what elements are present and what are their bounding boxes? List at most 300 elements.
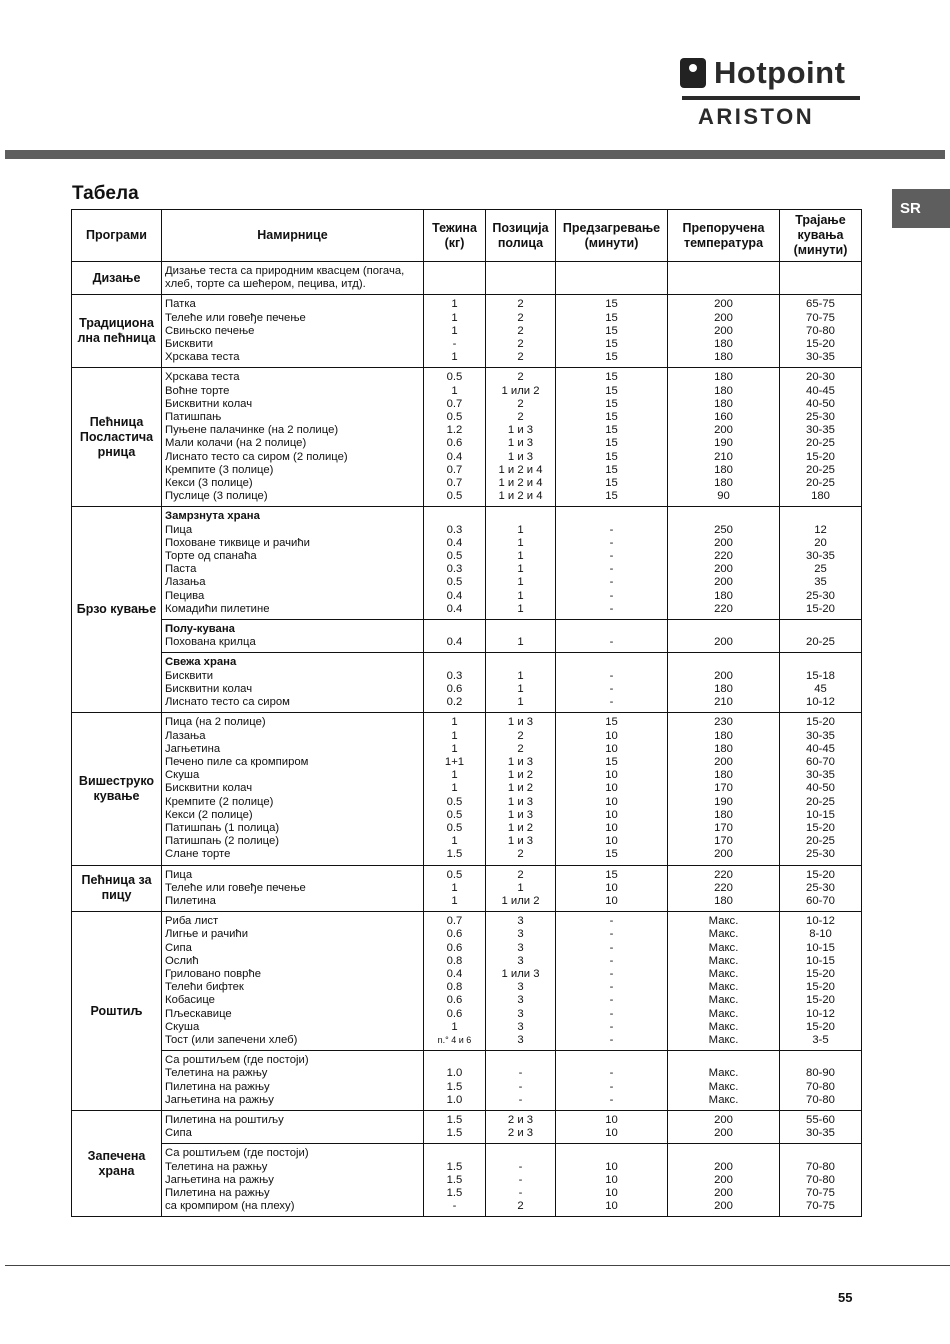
cell-value: 10 [605,729,618,742]
cell-value: 20-25 [806,477,835,490]
cell-value: 1.5 [446,1173,463,1186]
cell-value: - [452,338,457,351]
cell-value: 0.6 [446,682,463,695]
food-cell [162,1144,424,1217]
food-item: Слане торте [165,848,231,861]
shelf-cell [486,865,556,912]
spacer [780,623,861,636]
cell-value: 0.4 [446,589,463,602]
cell-value: 250 [714,523,733,536]
cell-value: 30-35 [806,729,835,742]
cell-value: - [609,1080,614,1093]
cell-value: 25-30 [806,881,835,894]
weight-cell [424,912,486,1051]
food-item: Патишпањ (2 полице) [165,835,280,848]
food-item: Лигње и рачићи [165,928,249,941]
food-item: Мали колачи (на 2 полице) [165,437,307,450]
shelf-cell [486,1110,556,1143]
cell-value: 30-35 [806,1127,835,1140]
food-item: Ослић [165,954,199,967]
cell-value: - [609,576,614,589]
food-item: Патишпањ [165,411,222,424]
cell-value: 1.5 [446,1127,463,1140]
cell-value: 1 [451,324,458,337]
cell-value: 10 [605,782,618,795]
food-item: Лазања [165,729,206,742]
food-item: Паста [165,563,197,576]
cell-value: 65-75 [806,298,835,311]
food-item: Печено пиле са кромпиром [165,755,309,768]
cell-value: Макс. [708,954,739,967]
cell-value: - [518,1186,523,1199]
food-item: Сипа [165,941,192,954]
cell-value: 1 и 3 [507,424,534,437]
cell-value: 2 [517,371,524,384]
spacer [668,656,779,669]
food-item: Јагњетина на ражњу [165,1093,274,1106]
cell-value: 40-50 [806,782,835,795]
cell-value: 3 [517,994,524,1007]
cell-value: - [609,536,614,549]
cell-value: 200 [714,1127,733,1140]
food-cell [162,713,424,865]
cell-value: 1.0 [446,1093,463,1106]
time-cell [780,1051,862,1111]
cell-value: 1 [517,550,524,563]
temperature-cell [668,713,780,865]
cell-value: 70-80 [806,1080,835,1093]
cell-value: 200 [714,1113,733,1126]
cell-value: 1 [517,563,524,576]
spacer [424,510,485,523]
cell-value: 15 [605,716,618,729]
shelf-cell [486,295,556,368]
cell-value: 0.5 [446,868,463,881]
spacer [486,656,555,669]
program-name: Вишеструко кување [72,713,162,865]
food-item: Телеће или говеђе печење [165,881,306,894]
time-cell [780,368,862,507]
food-subheader: Полу-кувана [165,623,235,636]
food-item: Телеће или говеђе печење [165,311,306,324]
temperature-cell [668,865,780,912]
cell-value: 15-20 [806,981,835,994]
cell-value: 80-90 [806,1067,835,1080]
cell-value: 1 [517,523,524,536]
cell-value: 1.5 [446,848,463,861]
cell-value: 10 [605,821,618,834]
cell-value: 40-45 [806,742,835,755]
cell-value: 180 [714,589,733,602]
cell-value: Макс. [708,994,739,1007]
cell-value: 2 [517,1200,524,1213]
cell-value: 200 [714,1186,733,1199]
cell-value: 40-45 [806,384,835,397]
preheat-cell [556,620,668,653]
food-cell [162,262,424,295]
cell-value: 200 [714,563,733,576]
preheat-cell [556,295,668,368]
header-shelf: Позиција полица [486,210,556,262]
cell-value: - [609,550,614,563]
time-cell [780,295,862,368]
cell-value: 2 [517,742,524,755]
cell-value: 20-30 [806,371,835,384]
cell-value [486,1054,555,1067]
cell-value: 180 [714,769,733,782]
food-cell [162,912,424,1051]
cell-value: 1.0 [446,1067,463,1080]
cell-value: 3 [517,941,524,954]
program-name: Брзо кување [72,507,162,713]
cell-value: 1 [451,311,458,324]
cell-value: 2 [517,729,524,742]
food-item: Кекси (3 полице) [165,477,253,490]
cell-value: 25-30 [806,411,835,424]
brand-subname: ARISTON [698,104,815,129]
cell-value: 0.5 [446,821,463,834]
shelf-cell [486,1051,556,1111]
cell-value: 220 [714,550,733,563]
cell-value: 15 [605,338,618,351]
food-item: Патка [165,298,196,311]
cell-value: 180 [714,894,733,907]
cell-value: 0.6 [446,437,463,450]
cell-value: 0.5 [446,576,463,589]
cell-value: 70-80 [806,1160,835,1173]
cell-value [668,1147,779,1160]
cell-value: 70-75 [806,1200,835,1213]
cell-value: 15 [605,755,618,768]
cell-value: 15-20 [806,967,835,980]
cell-value: 210 [714,450,733,463]
program-name: Роштиљ [72,912,162,1111]
header-weight: Тежина (кг) [424,210,486,262]
cell-value: - [609,696,614,709]
cell-value: 200 [714,636,733,649]
cell-value: 60-70 [806,894,835,907]
cell-value: 180 [714,338,733,351]
cell-value: 180 [714,397,733,410]
cell-value: 1 [517,881,524,894]
cell-value: 0.6 [446,1007,463,1020]
cell-value: 1 или 2 [501,384,540,397]
cell-value: 15-20 [806,450,835,463]
cell-value: 10 [605,1200,618,1213]
shelf-cell [486,368,556,507]
food-item: Торте од спанаћа [165,550,257,563]
cell-value: - [609,1020,614,1033]
preheat-cell [556,1051,668,1111]
cell-value: 1 или 3 [501,967,540,980]
cell-value: Макс. [708,928,739,941]
food-item: Телетина на ражњу [165,1067,268,1080]
cell-value: 55-60 [806,1113,835,1126]
cell-value: 1.5 [446,1186,463,1199]
spacer [780,510,861,523]
cell-value: 200 [714,298,733,311]
cell-value: 15 [605,463,618,476]
table-row [72,1110,862,1143]
cell-value: 0.2 [446,696,463,709]
cell-value: 2 [517,338,524,351]
cell-value: 10-12 [806,1007,835,1020]
time-cell [780,1144,862,1217]
cell-value: 15 [605,397,618,410]
food-item: Пуњене палачинке (на 2 полице) [165,424,339,437]
table-row [72,368,862,507]
cell-value: 2 [517,848,524,861]
cell-value: 1 [517,576,524,589]
cell-value: - [609,981,614,994]
weight-cell [424,865,486,912]
cell-value [424,1054,485,1067]
time-cell [780,912,862,1051]
cell-value: 10 [605,769,618,782]
cell-value: 25-30 [806,589,835,602]
header-program: Програми [72,210,162,262]
cell-value: 210 [714,696,733,709]
cell-value: 15 [605,424,618,437]
food-item: Похована крилца [165,636,256,649]
program-name: Традициона лна пећница [72,295,162,368]
cell-value: 1 и 3 [507,437,534,450]
cell-value: 45 [814,682,827,695]
food-item: Кобасице [165,994,215,1007]
weight-cell [424,620,486,653]
cell-value: 15-18 [806,669,835,682]
cell-value: 60-70 [806,755,835,768]
food-item: Пљескавице [165,1007,232,1020]
food-item: Свињско печење [165,324,255,337]
preheat-cell [556,1110,668,1143]
cell-value: 10-15 [806,954,835,967]
cell-value: 0.4 [446,967,463,980]
food-item: Бисквитни колач [165,397,253,410]
cell-value: 1.5 [446,1113,463,1126]
cell-value: 160 [714,411,733,424]
time-cell [780,507,862,620]
cell-value: 90 [717,490,730,503]
food-cell [162,1051,424,1111]
cell-value: 10-15 [806,808,835,821]
food-item: Бисквити [165,669,214,682]
cell-value: 1 и 3 [507,795,534,808]
food-item: Грилoвано поврће [165,967,262,980]
table-header-row [72,210,862,262]
cell-value: 10 [605,1160,618,1173]
weight-cell [424,368,486,507]
cell-value: 3-5 [812,1033,829,1046]
program-name: Пећница Посластича рница [72,368,162,507]
cell-value: 200 [714,324,733,337]
cell-value: 1 [451,742,458,755]
shelf-cell [486,1144,556,1217]
temperature-cell [668,1144,780,1217]
cell-value: 70-80 [806,1173,835,1186]
cell-value: 2 [517,411,524,424]
cell-value: 180 [714,682,733,695]
cell-value: - [452,1200,457,1213]
header-temperature: Препоручена температура [668,210,780,262]
food-item: Сипа [165,1127,192,1140]
shelf-cell [486,653,556,713]
cell-value: 10-15 [806,941,835,954]
program-name: Дизање [72,262,162,295]
header-food: Намирнице [162,210,424,262]
temperature-cell [668,653,780,713]
cell-value: 1 [451,729,458,742]
cell-value: 0.5 [446,490,463,503]
cell-value: 0.5 [446,550,463,563]
temperature-cell [668,262,780,295]
food-item: Бисквити [165,338,214,351]
cell-value: - [609,928,614,941]
weight-cell [424,507,486,620]
cell-value: 200 [714,536,733,549]
food-item: Пица [165,868,193,881]
cell-value: 180 [714,371,733,384]
cell-value: 3 [517,954,524,967]
food-item: Кремпите (2 полице) [165,795,274,808]
food-item: Лиснато тесто са сиром [165,696,290,709]
food-cell [162,368,424,507]
preheat-cell [556,653,668,713]
cell-value: - [609,682,614,695]
cell-value: 180 [714,384,733,397]
cell-value: - [609,636,614,649]
cell-value: 40-50 [806,397,835,410]
cell-value: - [609,563,614,576]
cell-value: 15-20 [806,716,835,729]
food-item: Поховане тиквице и рачићи [165,536,310,549]
cell-value: 200 [714,1200,733,1213]
weight-cell [424,1051,486,1111]
cell-value: n.° 4 и 6 [437,1034,472,1045]
cell-value: 200 [714,755,733,768]
cell-value [668,1054,779,1067]
spacer [424,623,485,636]
temperature-cell [668,1110,780,1143]
preheat-cell [556,865,668,912]
cell-value: 10 [605,835,618,848]
food-item: Бисквитни колач [165,782,253,795]
cell-value: 70-80 [806,324,835,337]
cell-value [556,1147,667,1160]
cell-value: 1 и 3 [507,808,534,821]
cell-value: 200 [714,1160,733,1173]
food-item: Пецива [165,589,205,602]
cell-value: 20-25 [806,636,835,649]
cell-value: 0.7 [446,477,463,490]
cell-value: 25 [814,563,827,576]
cell-value: 1 и 2 [507,821,534,834]
cell-value: 1 [451,881,458,894]
cell-value: Макс. [708,915,739,928]
cell-value: - [518,1173,523,1186]
cell-value: 0.7 [446,915,463,928]
cell-value: 0.4 [446,450,463,463]
preheat-cell [556,368,668,507]
food-item: Лазања [165,576,206,589]
cell-value [424,1147,485,1160]
cell-value: 170 [714,821,733,834]
table-row [72,620,862,653]
cell-value: 1 и 2 [507,769,534,782]
cell-value: 15 [605,384,618,397]
food-item: Кекси (2 полице) [165,808,253,821]
weight-cell [424,713,486,865]
cell-value: 1.2 [446,424,463,437]
cell-value: - [609,994,614,1007]
cell-value [556,1054,667,1067]
cell-value: 15-20 [806,338,835,351]
preheat-cell [556,912,668,1051]
cell-value: 200 [714,576,733,589]
cell-value: 1 и 3 [507,835,534,848]
cell-value: 70-75 [806,311,835,324]
temperature-cell [668,1051,780,1111]
food-item: Патишпањ (1 полица) [165,821,280,834]
cell-value: 10 [605,808,618,821]
cell-value: 190 [714,437,733,450]
cell-value: 10 [605,1113,618,1126]
brand-mark-icon [680,58,706,88]
weight-cell [424,1110,486,1143]
table-row [72,295,862,368]
food-item: Хрскава теста [165,351,240,364]
cell-value: 1 [517,602,524,615]
cell-value: 3 [517,915,524,928]
cell-value: 15 [605,477,618,490]
food-item: Телетина на ражњу [165,1160,268,1173]
cell-value: - [609,589,614,602]
cell-value: 0.5 [446,795,463,808]
shelf-cell [486,262,556,295]
cell-value: - [609,602,614,615]
cell-value: 70-75 [806,1186,835,1199]
cell-value: 1.5 [446,1160,463,1173]
cell-value: 10 [605,1186,618,1199]
cell-value: 10 [605,894,618,907]
cell-value [780,1054,861,1067]
cell-value: 15-20 [806,1020,835,1033]
cell-value: - [609,967,614,980]
cell-value: 180 [714,729,733,742]
cell-value: 15 [605,848,618,861]
food-item: Дизање теста са природним квасцем (погача, хлеб, торте са шећером, пецива, итд). [165,265,405,291]
cell-value: 170 [714,835,733,848]
cell-value: - [609,1093,614,1106]
cell-value: 1 [517,682,524,695]
spacer [424,656,485,669]
temperature-cell [668,295,780,368]
cell-value: 30-35 [806,351,835,364]
food-item: Риба лист [165,915,219,928]
cell-value: 3 [517,1033,524,1046]
cell-value: 20-25 [806,437,835,450]
cell-value: 220 [714,602,733,615]
spacer [486,510,555,523]
table-row [72,1051,862,1111]
cell-value: 35 [814,576,827,589]
cell-value: 0.3 [446,669,463,682]
brand-logo [680,56,862,132]
cell-value: 15-20 [806,602,835,615]
cell-value: 0.6 [446,994,463,1007]
cell-value: - [518,1080,523,1093]
cell-value: 2 и 3 [507,1113,534,1126]
